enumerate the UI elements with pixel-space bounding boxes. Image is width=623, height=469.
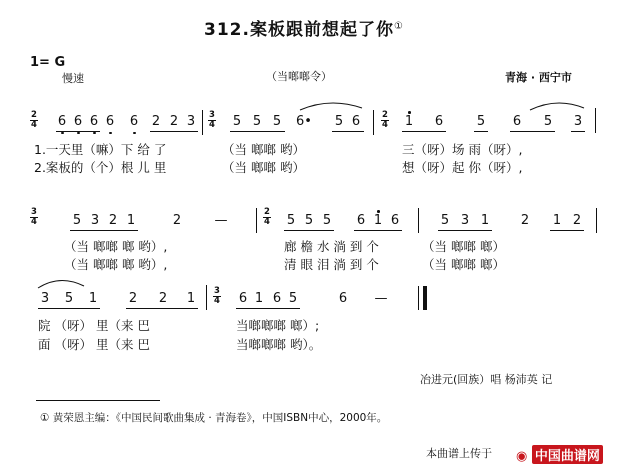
note: 6 — [338, 291, 348, 306]
note: 2 — [520, 213, 530, 228]
note: 1 — [254, 291, 264, 306]
note: 5 — [288, 291, 298, 306]
lyric-verse-2: 面 （呀） 里（来 巴 — [38, 337, 150, 352]
note: 1 — [371, 214, 385, 227]
note: 2 — [128, 291, 138, 306]
lyric-verse-2: （当 啷啷 啷 哟）, — [64, 257, 168, 272]
lyric-verse-1: 1.一天里（嘛）下 给 了 — [34, 142, 167, 157]
barline — [206, 285, 207, 310]
time-signature: 3 4 — [214, 286, 220, 306]
region: 青海 · 西宁市 — [505, 71, 572, 84]
lyric-verse-1: （当 啷啷 啷 哟）, — [64, 239, 168, 254]
note: 5 — [304, 213, 314, 228]
dash: — — [214, 213, 228, 228]
note: 3 — [573, 114, 583, 129]
note: 6 — [272, 291, 282, 306]
note: 6 — [512, 114, 522, 129]
note: 5 — [543, 114, 553, 129]
note: 5 — [72, 213, 82, 228]
lyric-verse-2: 2.案板的（个）根 儿 里 — [34, 160, 167, 175]
note: 5 — [440, 213, 450, 228]
lyric-verse-2: （当 啷啷 啷） — [422, 257, 505, 272]
beam — [236, 308, 300, 309]
note: 6 — [55, 115, 69, 128]
note: 1 — [480, 213, 490, 228]
lyric-verse-1: （当 啷啷 啷） — [422, 239, 505, 254]
dash: — — [374, 291, 388, 306]
logo-icon: ◉ — [516, 449, 528, 464]
footnote: ① 黄荣恩主编：《中国民间歌曲集成 · 青海卷》，中国ISBN中心，2000年。 — [40, 412, 388, 424]
note: 6 — [103, 115, 117, 128]
note: 6 — [356, 213, 366, 228]
note: 2 — [169, 114, 179, 129]
footnote-rule — [36, 400, 160, 401]
lyric-verse-2: 想（呀）起 你（呀）, — [402, 160, 523, 175]
note: 6• — [296, 114, 312, 129]
upload-note: 本曲谱上传于 — [426, 447, 492, 460]
lyric-verse-2: 当啷啷啷 哟）。 — [236, 337, 322, 352]
note: 5 — [64, 291, 74, 306]
note: 5 — [272, 114, 282, 129]
lyric-verse-2: （当 啷啷 哟） — [222, 160, 305, 175]
note: 1 — [126, 213, 136, 228]
note: 5 — [334, 114, 344, 129]
song-title: 312.案板跟前想起了你① — [204, 20, 404, 40]
site-logo[interactable] — [516, 445, 603, 464]
footnote-marker: ① — [393, 21, 404, 32]
note: 1 — [88, 291, 98, 306]
note: 1 — [186, 291, 196, 306]
lyric-verse-1: （当 啷啷 哟） — [222, 142, 305, 157]
note: 5 — [286, 213, 296, 228]
note: 6 — [351, 114, 361, 129]
lyric-verse-1: 廊 檐 水 淌 到 个 — [284, 239, 379, 254]
note: 3 — [186, 114, 196, 129]
note: 1 — [402, 115, 416, 128]
tune-name: （当啷啷令） — [266, 70, 332, 83]
note: 3 — [40, 291, 50, 306]
time-signature: 2 4 — [264, 207, 270, 227]
note: 6 — [238, 291, 248, 306]
note: 6 — [390, 213, 400, 228]
note: 2 — [158, 291, 168, 306]
note: 6 — [434, 114, 444, 129]
lyric-verse-1: 三（呀）场 雨（呀）, — [402, 142, 523, 157]
lyric-verse-1: 院 （呀） 里（来 巴 — [38, 318, 150, 333]
note: 3 — [90, 213, 100, 228]
note: 2 — [572, 213, 582, 228]
time-signature: 2 4 — [31, 110, 37, 130]
lyric-verse-1: 当啷啷啷 啷）; — [236, 318, 320, 333]
note: 6 — [87, 115, 101, 128]
note: 5 — [476, 114, 486, 129]
final-barline-thin — [418, 286, 419, 310]
time-signature: 3 4 — [31, 207, 37, 227]
note: 5 — [232, 114, 242, 129]
note: 5 — [252, 114, 262, 129]
site-name: 中国曲谱网 — [532, 445, 603, 464]
time-signature: 2 4 — [382, 110, 388, 130]
note: 6 — [71, 115, 85, 128]
time-signature: 3 4 — [209, 110, 215, 130]
note: 5 — [322, 213, 332, 228]
note: 6 — [127, 115, 141, 128]
key-signature: 1= G — [30, 55, 66, 70]
note: 3 — [460, 213, 470, 228]
note: 2 — [108, 213, 118, 228]
note: 2 — [172, 213, 182, 228]
lyric-verse-2: 清 眼 泪 淌 到 个 — [284, 257, 379, 272]
performer-credit: 冶进元(回族）唱 杨沛英 记 — [420, 373, 553, 386]
tempo-marking: 慢速 — [62, 72, 84, 85]
final-barline-thick — [423, 286, 427, 310]
note: 1 — [552, 213, 562, 228]
note: 2 — [151, 114, 161, 129]
